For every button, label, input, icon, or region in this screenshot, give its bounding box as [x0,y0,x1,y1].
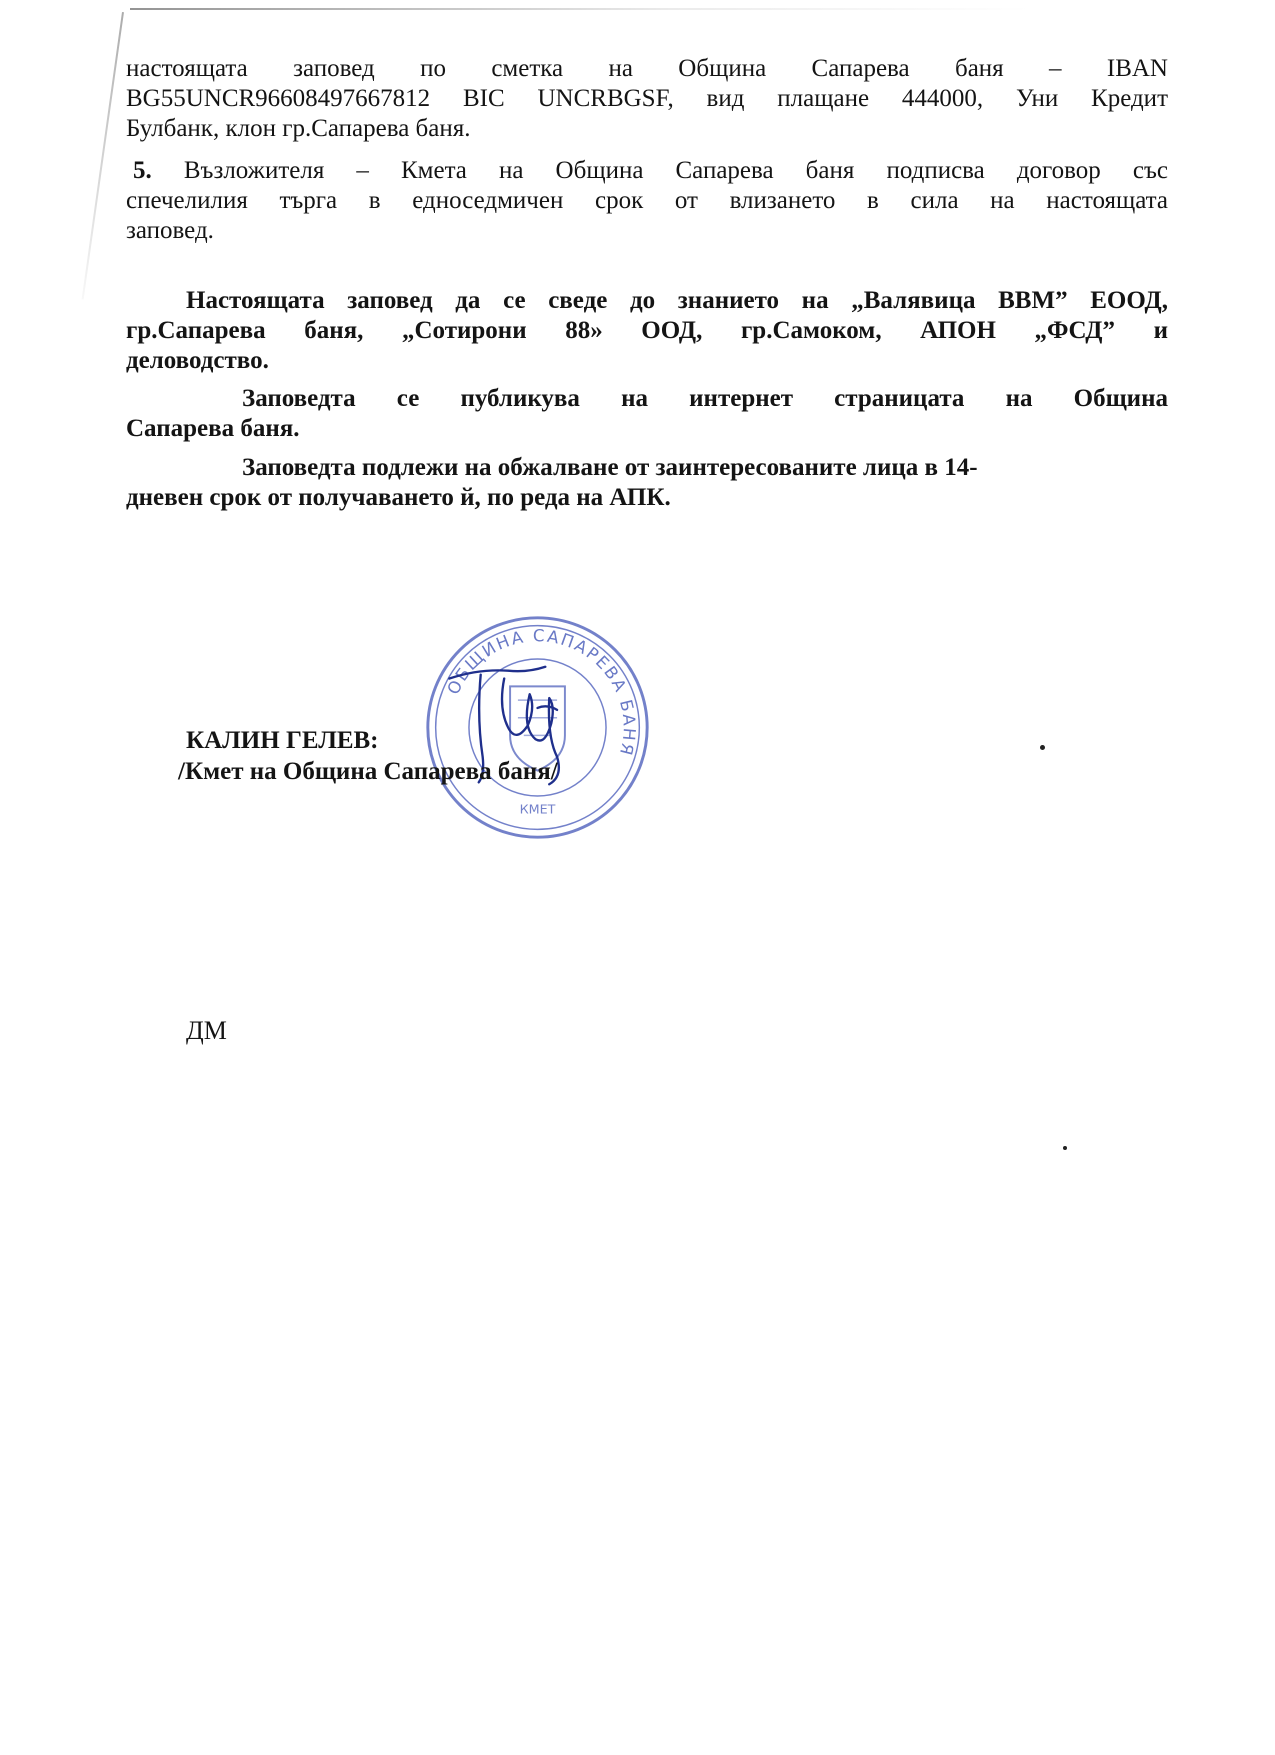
item-5-paragraph [126,156,1168,246]
payment-line-2: BG55UNCR96608497667812 BIC UNCRBGSF, вид плащане 444000, Уни Кредит [126,85,1168,112]
notice-line-2: гр.Сапарева баня, „Сотирони 88» ООД, гр.Самоком, АПОН „ФСД” и [126,317,1168,344]
official-stamp [420,610,655,845]
notice-line-3: деловодство. [126,347,269,374]
appeal-line-2: дневен срок от получаването й, по реда на АПК. [126,484,671,511]
stamp-ring-text: ОБЩИНА САПАРЕВА БАНЯ [443,626,639,759]
stamp-bottom-text: КМЕТ [519,801,556,817]
scan-speck [1063,1146,1067,1150]
scan-speck [1040,745,1045,750]
item-5-line-1 [126,156,1168,186]
author-initials: ДМ [186,1016,227,1045]
item-5-line-3: заповед. [126,217,214,244]
payment-paragraph [126,54,1168,144]
item-5-line-2: спечелилия търга в едноседмичен срок от влизането в сила на настоящата [126,187,1168,214]
appeal-paragraph [126,453,1168,513]
notice-paragraph [126,286,1168,376]
publication-line-1: Заповедта се публикува на интернет страницата на Община [242,385,1168,412]
notice-line-1: Настоящата заповед да се сведе до знанието на „Валявица ВВМ” ЕООД, [186,287,1168,314]
appeal-line-1: Заповедта подлежи на обжалване от заинтересованите лица в 14- [242,454,978,481]
publication-paragraph [126,384,1168,444]
payment-line-3: Булбанк, клон гр.Сапарева баня. [126,115,471,142]
scan-edge-top [130,8,1030,10]
signatory-title: /Кмет на Община Сапарева баня/ [178,758,558,785]
payment-line-1: настоящата заповед по сметка на Община Сапарева баня – IBAN [126,55,1168,82]
publication-line-2: Сапарева баня. [126,415,300,442]
item-5-number: 5. [133,157,152,184]
signatory-name: КАЛИН ГЕЛЕВ: [186,727,379,754]
scan-edge-left [82,12,124,299]
item-5-line-1-text: Възложителя – Кмета на Община Сапарева баня подписва договор със [183,157,1169,184]
